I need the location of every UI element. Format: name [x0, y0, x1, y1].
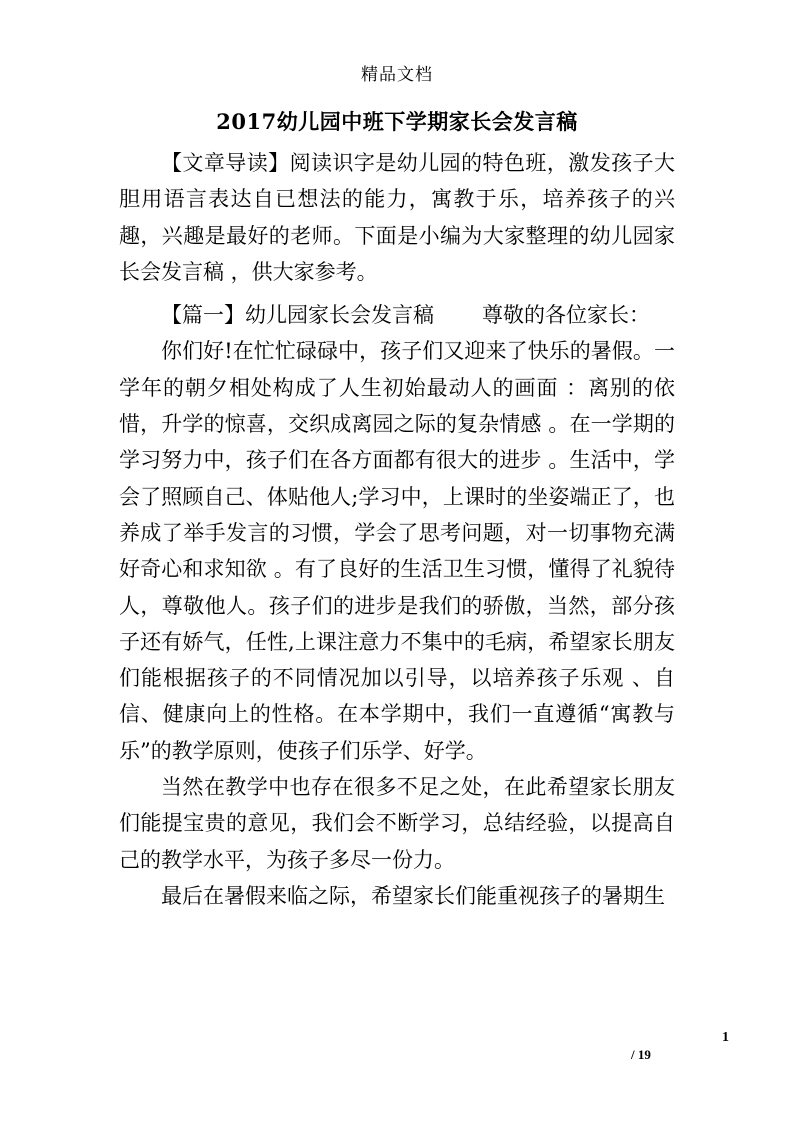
- document-body: [119, 145, 675, 914]
- greeting: 尊敬的各位家长：: [482, 303, 650, 328]
- page-header: 精品文档: [361, 65, 433, 85]
- section-heading-line: [119, 297, 675, 333]
- body-paragraph: 你们好!在忙忙碌碌中，孩子们又迎来了快乐的暑假。一学年的朝夕相处构成了人生初始最动人的画面 ：离别的依惜，升学的惊喜，交织成离园之际的复杂情感 。在一学期的学习努力中，孩子们在各方面都有很大的进步 。生活中，学会了照顾自己、体贴他人;学习中，上课时的坐姿端正了，也养成了举手发言的习惯，学会了思考问题，对一切事物充满好奇心和求知欲 。有了良好的生活卫生习惯，懂得了礼貌待人，尊敬他人。孩子们的进步是我们的骄傲，当然，部分孩子还有娇气，任性,上课注意力不集中的毛病，希望家长朋友们能根据孩子的不同情况加以引导，以培养孩子乐观 、自信、健康向上的性格。在本学期中，我们一直遵循“寓教与乐”的教学原则，使孩子们乐学、好学。: [119, 339, 675, 763]
- body-paragraph: 最后在暑假来临之际，希望家长们能重视孩子的暑期生: [161, 883, 665, 908]
- intro-paragraph: 【文章导读】阅读识字是幼儿园的特色班，激发孩子大胆用语言表达自已想法的能力，寓教于乐，培养孩子的兴趣，兴趣是最好的老师。下面是小编为大家整理的幼儿园家长会发言稿 ，供大家参考。: [119, 151, 675, 284]
- body-paragraph: 当然在教学中也存在很多不足之处，在此希望家长朋友们能提宝贵的意见，我们会不断学习，总结经验，以提高自己的教学水平，为孩子多尽一份力。: [119, 775, 675, 872]
- page-total: / 19: [631, 1047, 651, 1062]
- document-title: 2017幼儿园中班下学期家长会发言稿: [216, 109, 578, 134]
- section-heading: 【篇一】幼儿园家长会发言稿: [161, 303, 434, 328]
- page-number: 1: [722, 1030, 729, 1045]
